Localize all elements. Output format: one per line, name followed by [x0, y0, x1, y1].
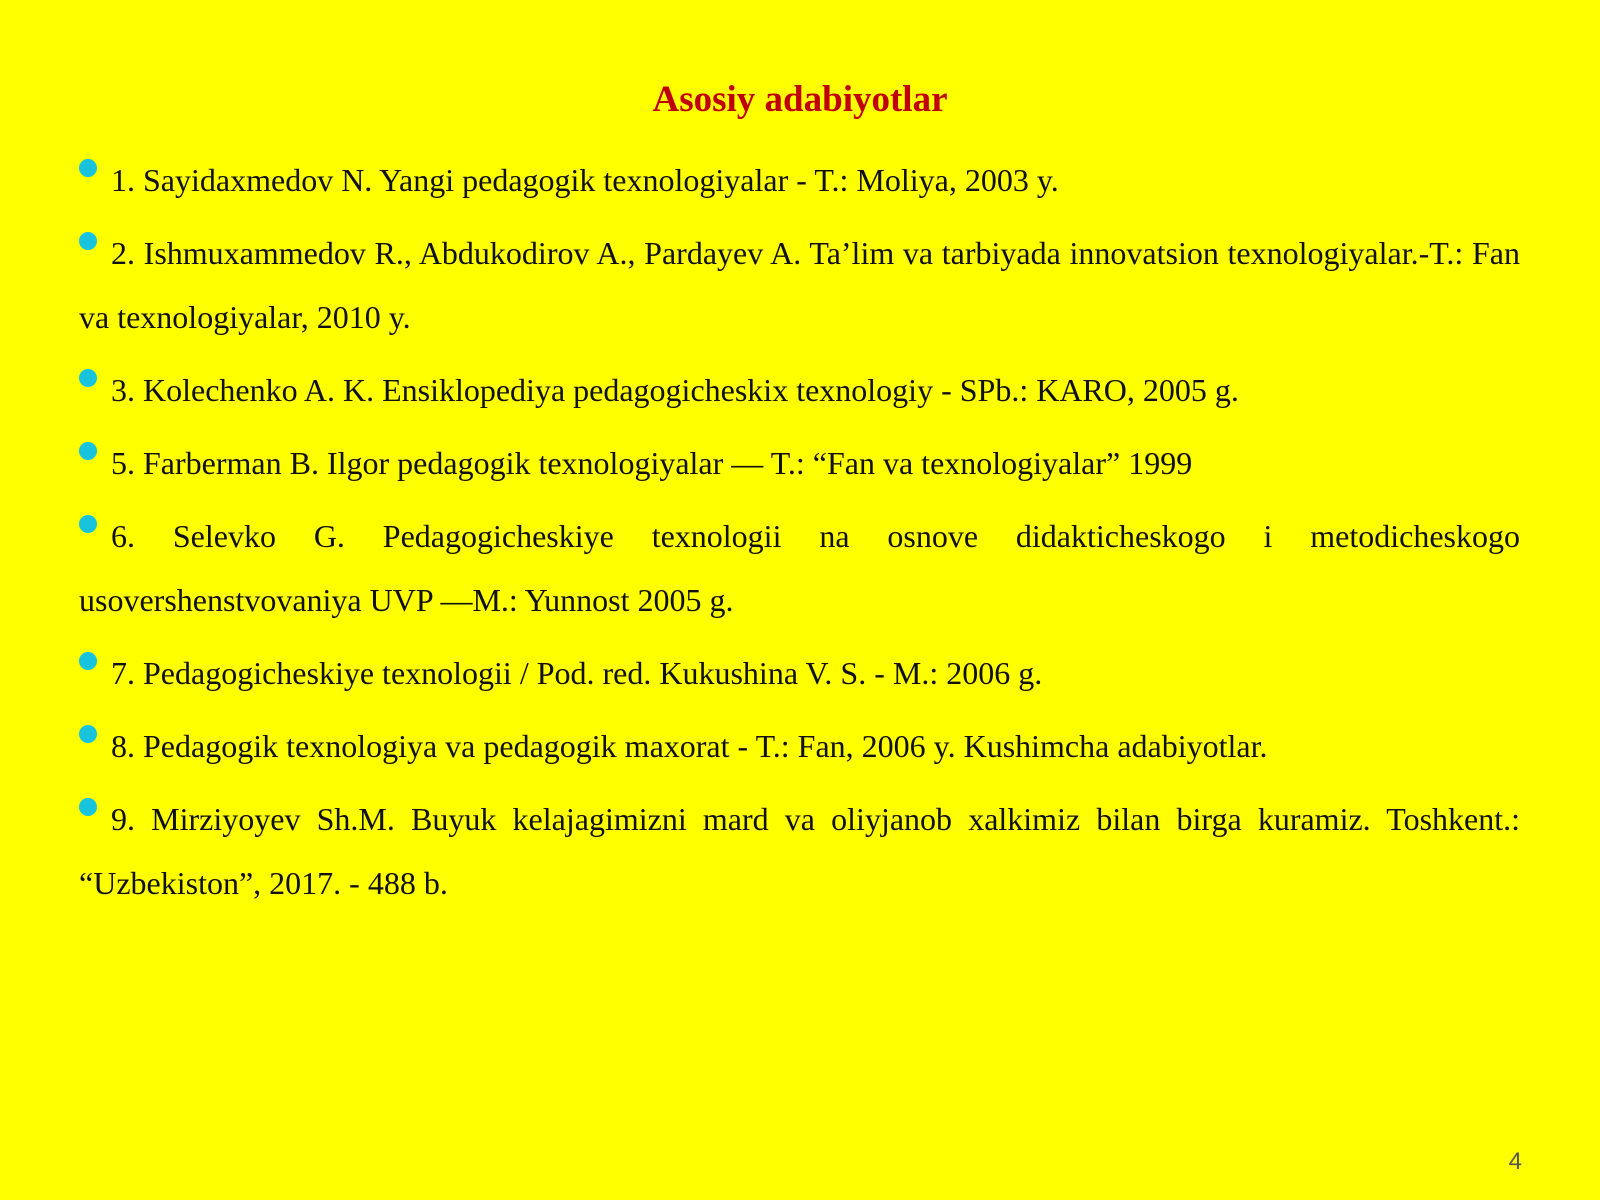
list-item [79, 714, 1520, 778]
dot-icon [79, 515, 97, 533]
list-item [79, 358, 1520, 422]
reference-text: 9. Mirziyoyev Sh.M. Buyuk kelajagimizni mard va oliyjanob xalkimiz bilan birga kuramiz. Toshkent.: “Uzbekiston”, 2017. - 488 b. [79, 801, 1520, 901]
reference-text: 8. Pedagogik texnologiya va pedagogik maxorat - T.: Fan, 2006 y. Kushimcha adabiyotlar. [111, 728, 1268, 764]
dot-icon [79, 159, 97, 177]
dot-icon [79, 232, 97, 250]
dot-icon [79, 369, 97, 387]
reference-text: 3. Kolechenko A. K. Ensiklopediya pedagogicheskix texnologiy - SPb.: KARO, 2005 g. [111, 372, 1239, 408]
reference-list [79, 148, 1520, 924]
list-item [79, 431, 1520, 495]
dot-icon [79, 652, 97, 670]
list-item [79, 221, 1520, 349]
list-item [79, 787, 1520, 915]
list-item [79, 641, 1520, 705]
list-item [79, 148, 1520, 212]
dot-icon [79, 725, 97, 743]
reference-text: 5. Farberman B. Ilgor pedagogik texnologiyalar — T.: “Fan va texnologiyalar” 1999 [111, 445, 1193, 481]
reference-text: 1. Sayidaxmedov N. Yangi pedagogik texnologiyalar - T.: Moliya, 2003 y. [111, 162, 1059, 198]
list-item [79, 504, 1520, 632]
slide-title: Asosiy adabiyotlar [652, 79, 948, 120]
reference-text: 2. Ishmuxammedov R., Abdukodirov A., Pardayev A. Ta’lim va tarbiyada innovatsion texnologiyalar.-T.: Fan va texnologiyalar, 2010 y. [79, 235, 1520, 335]
dot-icon [79, 442, 97, 460]
reference-text: 7. Pedagogicheskiye texnologii / Pod. red. Kukushina V. S. - M.: 2006 g. [111, 655, 1043, 691]
reference-text: 6. Selevko G. Pedagogicheskiye texnologii na osnove didakticheskogo i metodicheskogo usovershenstvovaniya UVP —M.: Yunnost 2005 g. [79, 518, 1520, 618]
dot-icon [79, 798, 97, 816]
page-number: 4 [1508, 1148, 1522, 1175]
